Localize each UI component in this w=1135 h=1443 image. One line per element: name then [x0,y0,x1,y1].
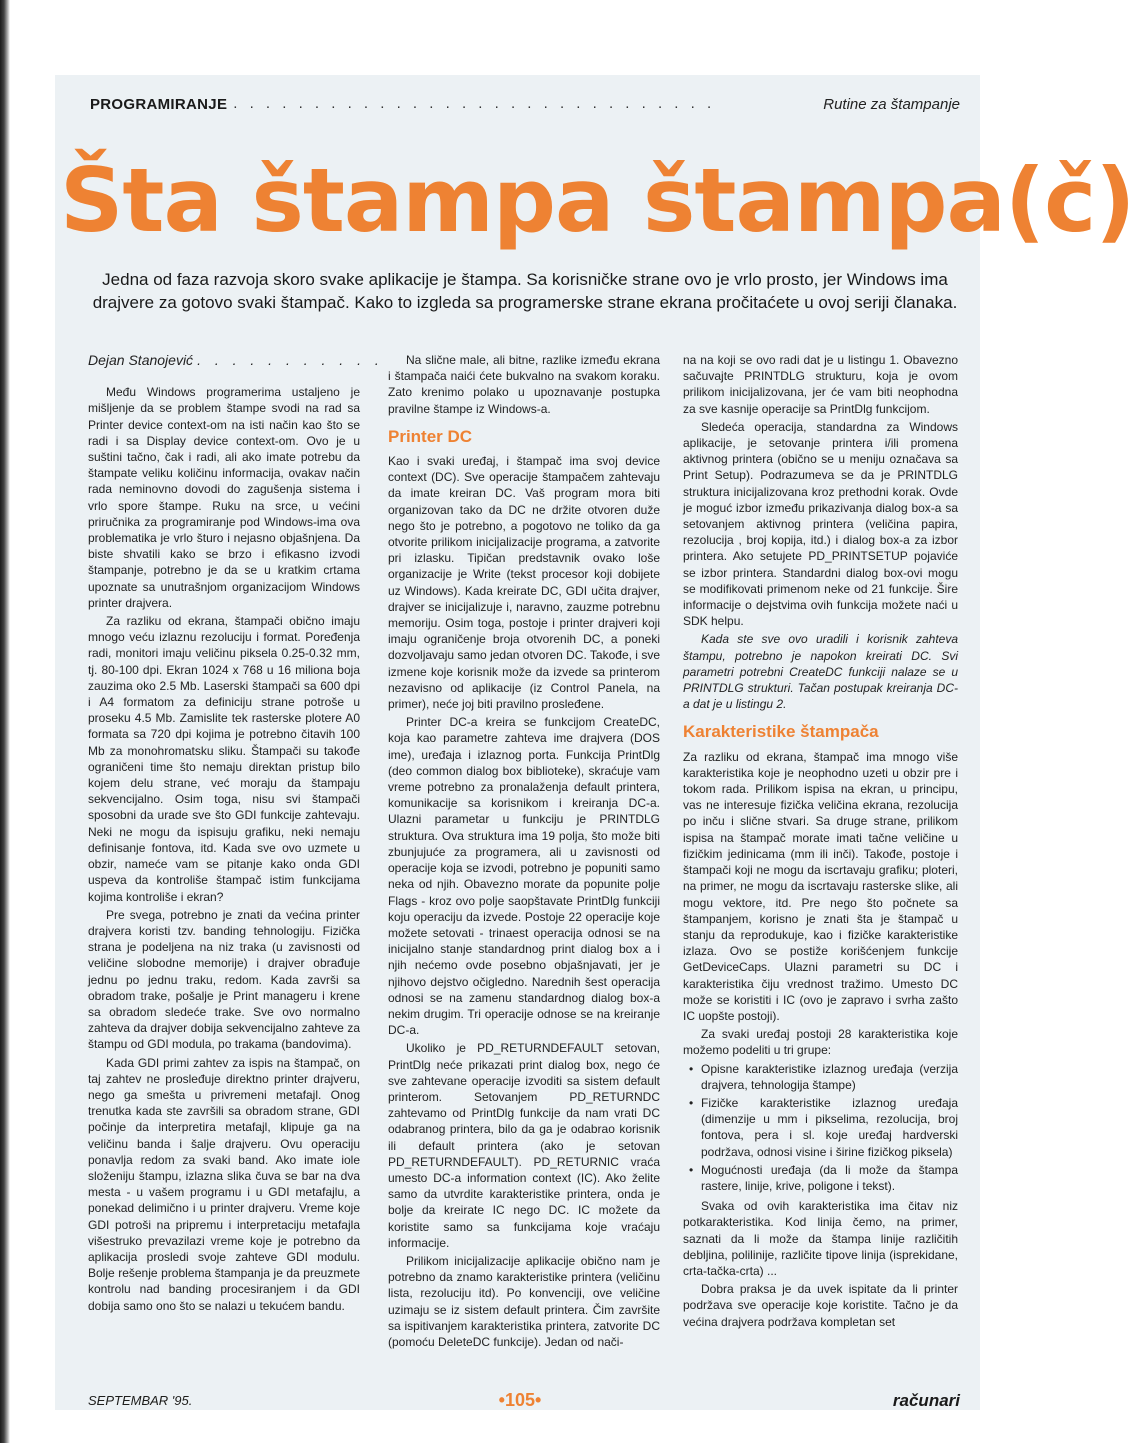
paragraph: Svaka od ovih karakteristika ima čitav niz potkarakteristika. Kod linija čemo, na primer, saznati da li može da štampa linije različitih debljina, polilinije, različite tipove linija (isprekidane, crta-tačka-crta) ... [683,1199,958,1278]
paragraph: Kao i svaki uređaj, i štampač ima svoj device context (DC). Sve operacije štampačem zahtevaju da imate kreiran DC. Vaš program mora biti organizovan tako da DC ne držite otvoren duže nego što je potrebno, a pogotovo ne toliko da ga otvorite prilikom inicijalizacije programa, a zatvorite pri izlasku. Tipičan predstavnik ovako loše organizacije je Write (tekst procesor koji dobijete uz Windows). Kada kreirate DC, GDI učita drajver, drajver se inicijalizuje i, naravno, zauzme potrebnu memoriju. Osim toga, postoje i printer drajveri koji imaju ograničenje broja otvorenih DC, a poneki dozvoljavaju samo jedan otvoren DC. Takođe, i sve izmene koje korisnik može da izvede sa printerom nezavisno od aplikacije (iz Control Panela, na primer), neće joj biti pravilno prosleđene. [388,454,660,712]
running-title: Rutine za štampanje [823,96,960,113]
section-heading-karakteristike: Karakteristike štampača [683,722,879,742]
section-heading-printer-dc: Printer DC [388,426,473,446]
paragraph: Ukoliko je PD_RETURNDEFAULT setovan, PrintDlg neće prikazati print dialog box, nego će sve zahtevane operacije izvoditi sa sistem default printerom. Setovanjem PD_RETURNDC zahtevamo od PrintDlg funkcije da nam vrati DC odabranog printera, bilo da ga je odabrao korisnik ili default printera (ako je setovan PD_RETURNDEFAULT). PD_RETURNIC vraća umesto DC-a information context (IC). Ako želite samo da utvrdite karakteristike printera, onda je bolje da kreirate IC nego DC. IC možete da koristite samo sa funkcijama koje vraćaju informacije. [388,1041,660,1250]
paragraph: Printer DC-a kreira se funkcijom CreateDC, koja kao parametre zahteva ime drajvera (DOS ime), uređaja i izlaznog porta. Funkcija PrintDlg (deo common dialog box biblioteke), skraćuje vam vreme potrebno za pronalaženja default printera, komunikacije sa korisnikom i kreiranja DC-a. Ulazni parametar u funkciju je PRINTDLG struktura. Ova struktura ima 19 polja, što može biti zbunjujuće za programera, ali u zavisnosti od operacije koja se izvodi, potrebno je popuniti samo neka od njih. Obavezno morate da popunite polje Flags - kroz ovo polje saopštavate PrintDlg funkciji koju operaciju da izvede. Postoje 22 operacije koje možete setovati - trinaest operacija odnosi se na inicijalno stanje standardnog print dialog box a i njih nećemo ovde posebno objašnjavati, jer je njihovo dejstvo očigledno. Narednih šest operacija odnosi se na zamenu standardnog dialog box-a nekim drugim. Tri operacije odnose se na kreiranje DC-a. [388,715,660,1038]
header-dots: . . . . . . . . . . . . . . . . . . . . . . . . . . . . . . [233,95,716,112]
page-number: •105• [498,1390,542,1410]
article-title: Šta štampa štampa(č) [60,149,1135,252]
paragraph: Među Windows programerima ustaljeno je mišljenje da se problem štampe svodi na rad sa Printer device context-om na isti način kao što se radi i sa Display device context-om. Ovo je u suštini tačno, čak i radi, ali ako imate potrebu da štampate veliku količinu informacija, ovakav način rada neminovno dovodi do zagušenja sistema i vrlo spore štampe. Ruku na srce, u većini priručnika za programiranje pod Windows-ima ova problematika je vrlo šturo i nejasno objašnjena. Da biste shvatili kako se brzo i efikasno izvodi štampanje, potrebno je da se u kratkim crtama upoznate sa unutrašnjom organizacijom Windows printer drajvera. [88,385,360,610]
paragraph: Prilikom inicijalizacije aplikacije obično nam je potrebno da znamo karakteristike printera (veličinu lista, rezoluciju itd). Po konvenciji, ove veličine uzimaju se iz sistem default printera. Čim završite sa ispitivanjem karakteristika printera, zatvorite DC (pomoću DeleteDC funkcije). Jedan od nači- [388,1253,660,1349]
section-label: PROGRAMIRANJE [90,96,228,113]
paragraph: Sledeća operacija, standardna za Windows aplikacije, je setovanje printera i/ili promena aktivnog printera (obično se u meniju označava sa Print Setup). Podrazumeva se da je PRINTDLG struktura inicijalizovana kroz prethodni korak. Ovde je moguć izbor između prikazivanja dialog box-a sa setovanjem aktivnog printera (veličina papira, rezolucija , broj kopija, itd.) i dialog box-a za izbor printera. Ako setujete PD_PRINTSETUP pojaviće se izbor printera. Standardni dialog box-ovi mogu se modifikovati primenom neke od 21 funkcije. Šire informacije o dejstvima ovih funkcija možete naći u SDK helpu. [683,419,958,629]
paragraph: na na koji se ovo radi dat je u listingu 1. Obavezno sačuvajte PRINTDLG strukturu, koja je ovom prilikom inicijalizovana, jer će vam biti neophodna za sve kasnije operacije sa PrintDlg funkcijom. [683,353,958,416]
paragraph: Za razliku od ekrana, štampač ima mnogo više karakteristika koje je neophodno uzeti u obzir pre i tokom rada. Prilikom ispisa na ekran, u principu, vas ne interesuje fizička veličina ekrana, rezolucija po inču i slične stvari. Sa druge strane, prilikom ispisa na štampač morate imati tačne veličine u fizičkim jedinicama (mm ili inči). Takođe, postoje i štampači koji ne mogu da iscrtavaju grafiku; ploteri, na primer, ne mogu da iscrtavaju rasterske slike, ali mogu vektore, itd. Pre nego što počnete sa štampanjem, korisno je znati šta je štampač u stanju da reprodukuje, kao i fizičke karakteristike izlaza. Ovo se postiže korišćenjem funkcije GetDeviceCaps. Ulazni parametri su DC i karakteristika čiju vrednost tražimo. Umesto DC može se koristiti i IC (ovo je zapravo i svrha zašto IC uopšte postoji). [683,749,958,1023]
author-line [88,352,384,368]
column-3 [683,352,958,1372]
page-header [90,87,960,113]
column-1 [88,352,384,1367]
list-item: • Mogućnosti uređaja (da li može da štampa rastere, linije, krive, poligone i tekst). [701,1162,958,1194]
page-edge-shadow [0,0,10,1443]
issue-date: SEPTEMBAR '95. [88,1393,193,1408]
article-lead: Jedna od faza razvoja skoro svake aplikacije je štampa. Sa korisničke strane ovo je vrlo prosto, jer Windows ima drajvere za gotovo svaki štampač. Kako to izgleda sa programerske strane ekrana pročitaćete u ovoj seriji članaka. [92,270,958,312]
column-2 [388,352,660,1374]
author-dots: . . . . . . . . . . . [197,352,384,368]
list-item: • Opisne karakteristike izlaznog uređaja (verzija drajvera, tehnologija štampe) [701,1061,958,1093]
paragraph: Za svaki uređaj postoji 28 karakteristika koje možemo podeliti u tri grupe: [683,1027,958,1058]
paragraph: Pre svega, potrebno je znati da većina printer drajvera koristi tzv. banding tehnologiju. Fizička strana je podeljena na niz traka (u zavisnosti od veličine slobodne memorije) i drajver obrađuje jednu po jednu traku, redom. Kada završi sa obradom trake, pošalje je Print manageru i krene sa obradom sledeće trake. Sve ovo normalno zahteva da drajver dobija sekvencijalno zahteve za štampu od GDI modula, po trakama (bandovima). [88,907,360,1052]
paragraph: Kada ste sve ovo uradili i korisnik zahteva štampu, potrebno je napokon kreirati DC. Svi parametri potrebni CreateDC funkciji nalaze se u PRINTDLG strukturi. Tačan postupak kreiranja DC-a dat je u listingu 2. [683,632,958,712]
paragraph: Kada GDI primi zahtev za ispis na štampač, on taj zahtev ne prosleđuje direktno printer drajveru, nego ga smešta u privremeni metafajl. Onog trenutka kada ste završili sa obradom strane, GDI počinje da interpretira metafajl, klipuje ga na veličinu banda i šalje drajveru. Ovu operaciju ponavlja redom za svaki band. Ako imate iole složeniju štampu, izlazna slika čuva se bar na dva mesta - u vašem programu i u GDI metafajlu, a ponekad delimično i u printer drajveru. Vreme koje GDI potroši na pripremu i interpretaciju metafajla višestruko prevazilazi vreme koje je potrebno da aplikacija prosledi svoje zahteve GDI modulu. Bolje rešenje problema štampanja je da preuzmete kontrolu nad banding procesiranjem i da GDI dobija samo ono što se nalazi u tekućem bandu. [88,1055,360,1313]
paragraph: Dobra praksa je da uvek ispitate da li printer podržava sve operacije koje koristite. Tačno je da većina drajvera podržava kompletan set [683,1282,958,1329]
list-item: • Fizičke karakteristike izlaznog uređaja (dimenzije u mm i pikselima, rezolucija, broj fontova, pera i sl. koje uređaj hardverski podržava, odnosi visine i širine fizičkog piksela) [701,1095,958,1160]
characteristics-list [683,1061,958,1195]
paragraph: Na slične male, ali bitne, razlike između ekrana i štampača naići ćete bukvalno na svakom koraku. Zato krenimo polako u upoznavanje postupka pravilne štampe iz Windows-a. [388,353,660,416]
paragraph: Za razliku od ekrana, štampači obično imaju mnogo veću izlaznu rezoluciju i format. Poređenja radi, monitori imaju veličinu piksela 0.25-0.32 mm, tj. 80-100 dpi. Ekran 1024 x 768 u 16 miliona boja zauzima oko 2.5 Mb. Laserski štampači sa 600 dpi i A4 formatom za definiciju strane potroše u proseku 4.5 Mb. Zamislite tek rasterske plotere A0 formata sa 720 dpi kojima je potrebno čitavih 100 Mb za monohromatsku sliku. Štampači su takođe ograničeni time što nemaju direktan pristup bilo kojem delu strane, već moraju da štampaju sekvencijalno. Osim toga, nisu svi štampači sposobni da urade sve što GDI funkcije zahtevaju. Neki ne mogu da ispisuju grafiku, neki nemaju definisanje fontova, itd. Kada sve ovo uzmete u obzir, nameće vam se pitanje kako onda GDI uspeva da kontroliše štampač istim funkcijama kojima kontroliše i ekran? [88,614,360,904]
magazine-brand: računari [892,1391,960,1410]
author-name: Dejan Stanojević [88,352,194,368]
